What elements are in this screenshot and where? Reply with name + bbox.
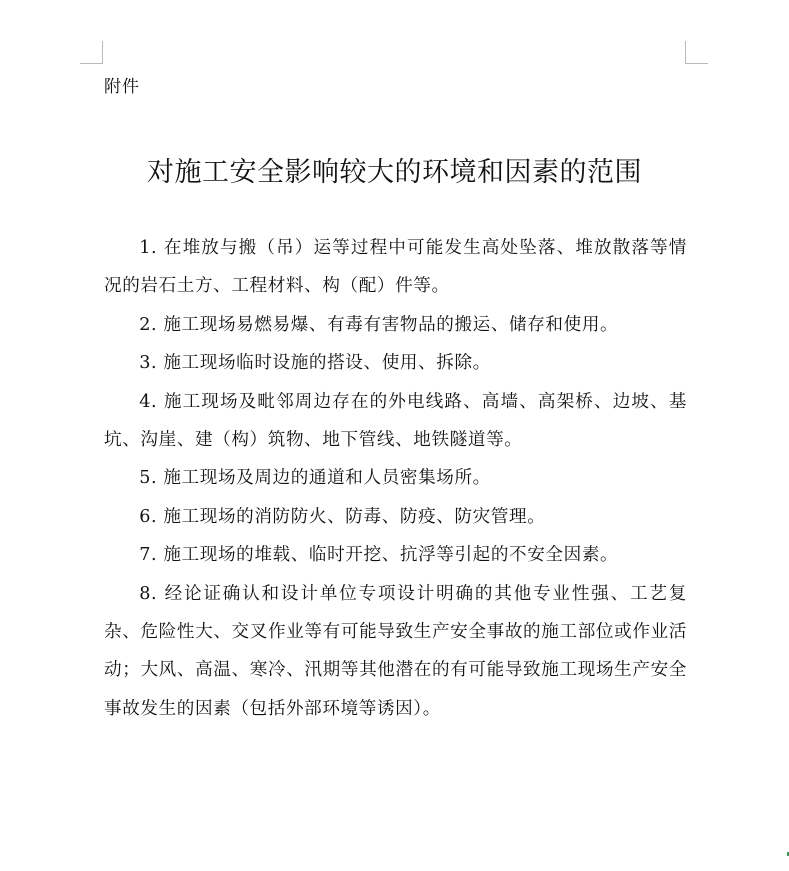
- paragraph-item-5: 5. 施工现场及周边的通道和人员密集场所。: [139, 468, 491, 489]
- margin-corner-mark-top-right: [685, 41, 708, 64]
- attachment-label: 附件: [104, 77, 140, 97]
- paragraph-item-1: 1. 在堆放与搬（吊）运等过程中可能发生高处坠落、堆放散落等情况的岩石土方、工程材料、构（配）件等。: [104, 238, 687, 297]
- paragraph-item-7: 7. 施工现场的堆载、临时开挖、抗浮等引起的不安全因素。: [139, 545, 619, 566]
- document-body: [104, 229, 687, 728]
- paragraph-item-2: 2. 施工现场易燃易爆、有毒有害物品的搬运、储存和使用。: [139, 314, 619, 335]
- document-title: 对施工安全影响较大的环境和因素的范围: [147, 157, 642, 188]
- paragraph-item-6: 6. 施工现场的消防防火、防毒、防疫、防灾管理。: [139, 506, 546, 527]
- paragraph-item-4: 4. 施工现场及毗邻周边存在的外电线路、高墙、高架桥、边坡、基坑、沟崖、建（构）筑物、地下管线、地铁隧道等。: [104, 391, 687, 451]
- margin-corner-mark-top-left: [80, 41, 103, 64]
- paragraph-item-8: 8. 经论证确认和设计单位专项设计明确的其他专业性强、工艺复杂、危险性大、交叉作业等有可能导致生产安全事故的施工部位或作业活动；大风、高温、寒冷、汛期等其他潜在的有可能导致施工现场生产安全事故发生的因素（包括外部环境等诱因）。: [104, 583, 687, 719]
- paragraph-item-3: 3. 施工现场临时设施的搭设、使用、拆除。: [139, 353, 491, 374]
